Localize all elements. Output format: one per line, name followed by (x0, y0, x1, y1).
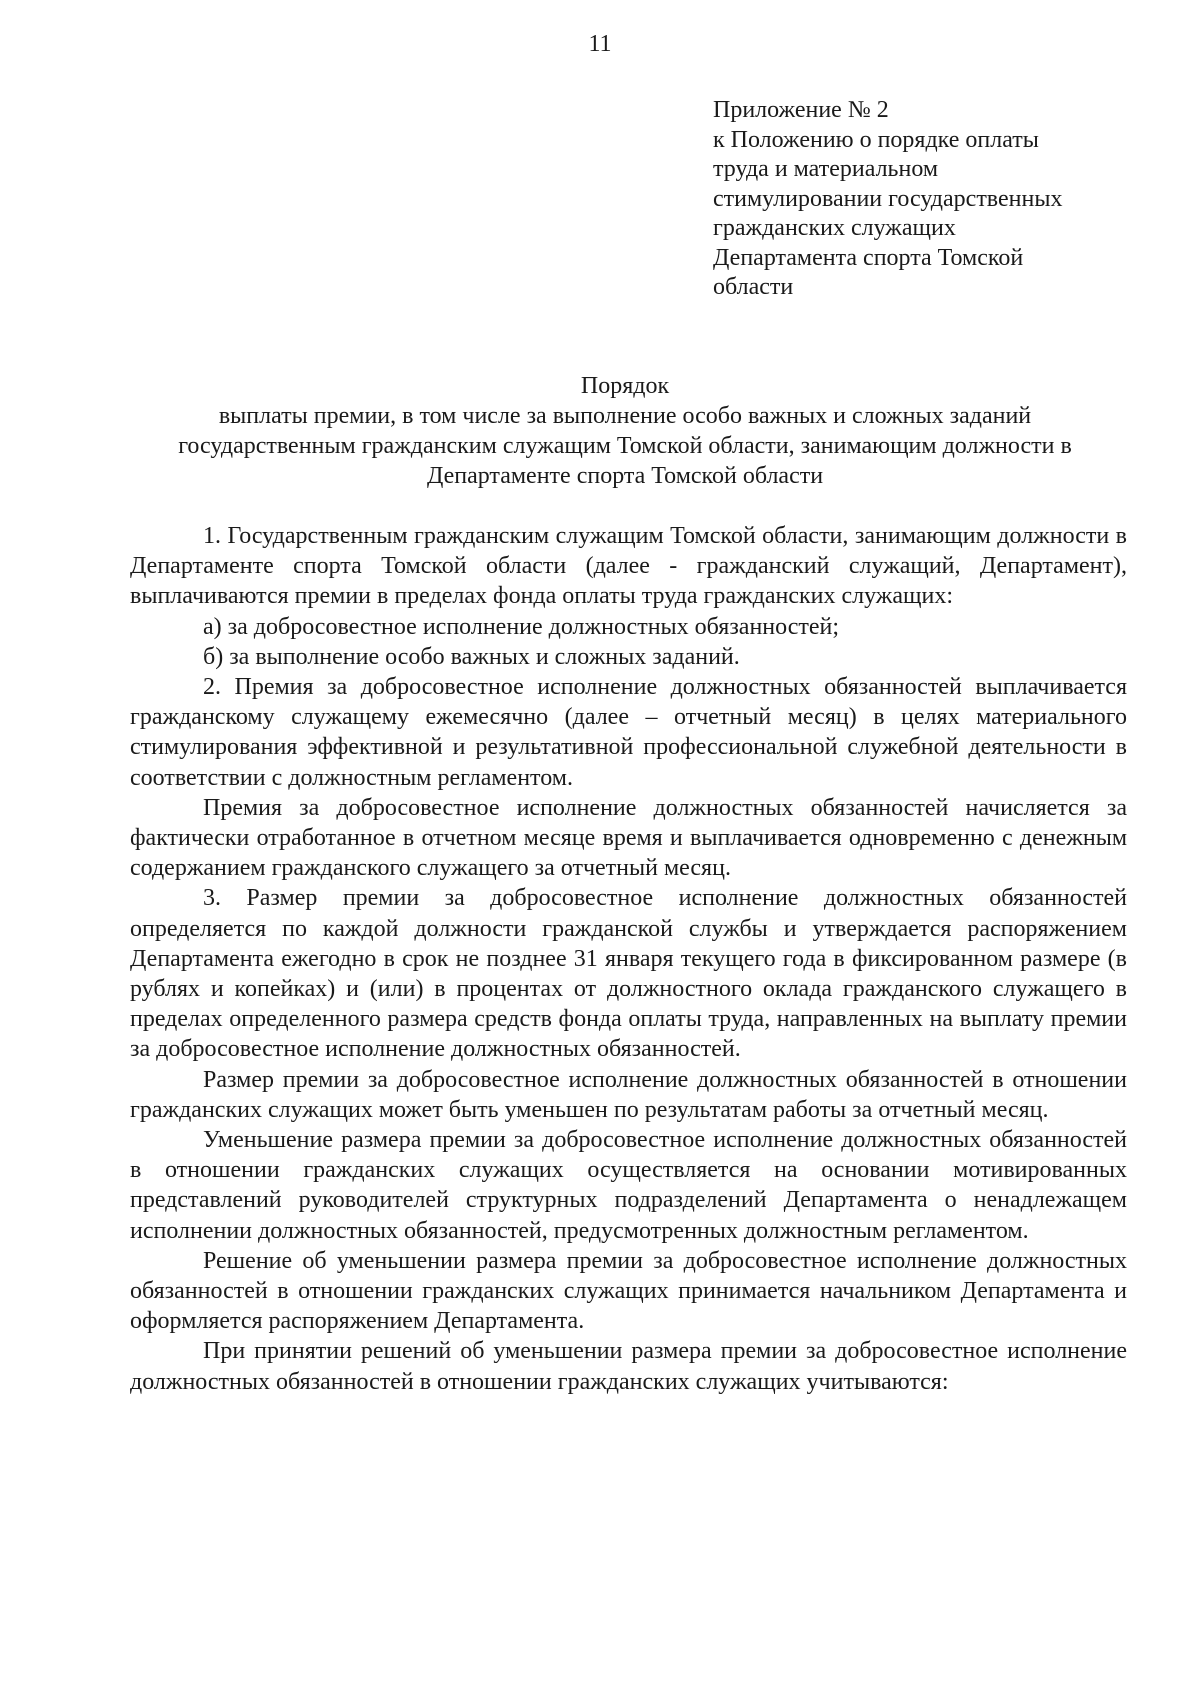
page-number: 11 (588, 31, 612, 57)
paragraph: 2. Премия за добросовестное исполнение должностных обязанностей выплачивается гражданскому служащему ежемесячно (далее – отчетный месяц) в целях материального стимулирования эффективной и результативной профессиональной служебной деятельности в соответствии с должностным регламентом. (130, 674, 1127, 791)
paragraph: Премия за добросовестное исполнение должностных обязанностей начисляется за фактически отработанное в отчетном месяце время и выплачивается одновременно с денежным содержанием гражданского служащего за отчетный месяц. (130, 794, 1127, 882)
document-body (130, 521, 1127, 1397)
appendix-line: области (713, 274, 794, 300)
appendix-line: к Положению о порядке оплаты (713, 126, 1039, 153)
title-line: Порядок (580, 373, 670, 399)
appendix-line: Приложение № 2 (713, 97, 889, 123)
paragraph: б) за выполнение особо важных и сложных заданий. (203, 643, 740, 670)
paragraph: 1. Государственным гражданским служащим Томской области, занимающим должности в Департаменте спорта Томской области (далее - гражданский служащий, Департамент), выплачиваются премии в пределах фонда оплаты труда гражданских служащих: (130, 523, 1127, 610)
paragraph: Решение об уменьшении размера премии за добросовестное исполнение должностных обязанностей в отношении гражданских служащих принимается начальником Департамента и оформляется распоряжением Департамента. (130, 1247, 1127, 1335)
appendix-reference (713, 96, 1153, 303)
appendix-line: гражданских служащих (713, 215, 956, 241)
paragraph: Уменьшение размера премии за добросовестное исполнение должностных обязанностей в отношении гражданских служащих осуществляется на основании мотивированных представлений руководителей структурных подразделений Департамента о ненадлежащем исполнении должностных обязанностей, предусмотренных должностным регламентом. (130, 1127, 1127, 1244)
title-line: выплаты премии, в том числе за выполнение особо важных и сложных заданий (218, 403, 1032, 429)
appendix-line: стимулировании государственных (713, 185, 1063, 212)
paragraph: 3. Размер премии за добросовестное исполнение должностных обязанностей определяется по каждой должности гражданской службы и утверждается распоряжением Департамента ежегодно в срок не позднее 31 января текущего года в фиксированном размере (в рублях и копейках) и (или) в процентах от должностного оклада гражданского служащего в пределах определенного размера средств фонда оплаты труда, направленных на выплату премии за добросовестное исполнение должностных обязанностей. (130, 885, 1127, 1063)
title-line: Департаменте спорта Томской области (426, 463, 824, 489)
document-title (120, 371, 1130, 491)
paragraph: При принятии решений об уменьшении размера премии за добросовестное исполнение должностных обязанностей в отношении гражданских служащих учитываются: (130, 1338, 1127, 1395)
appendix-line: труда и материальном (713, 156, 939, 182)
title-line: государственным гражданским служащим Томской области, занимающим должности в (178, 433, 1072, 459)
paragraph: а) за добросовестное исполнение должностных обязанностей; (203, 613, 840, 640)
paragraph: Размер премии за добросовестное исполнение должностных обязанностей в отношении гражданских служащих может быть уменьшен по результатам работы за отчетный месяц. (130, 1066, 1127, 1123)
appendix-line: Департамента спорта Томской (713, 244, 1024, 271)
